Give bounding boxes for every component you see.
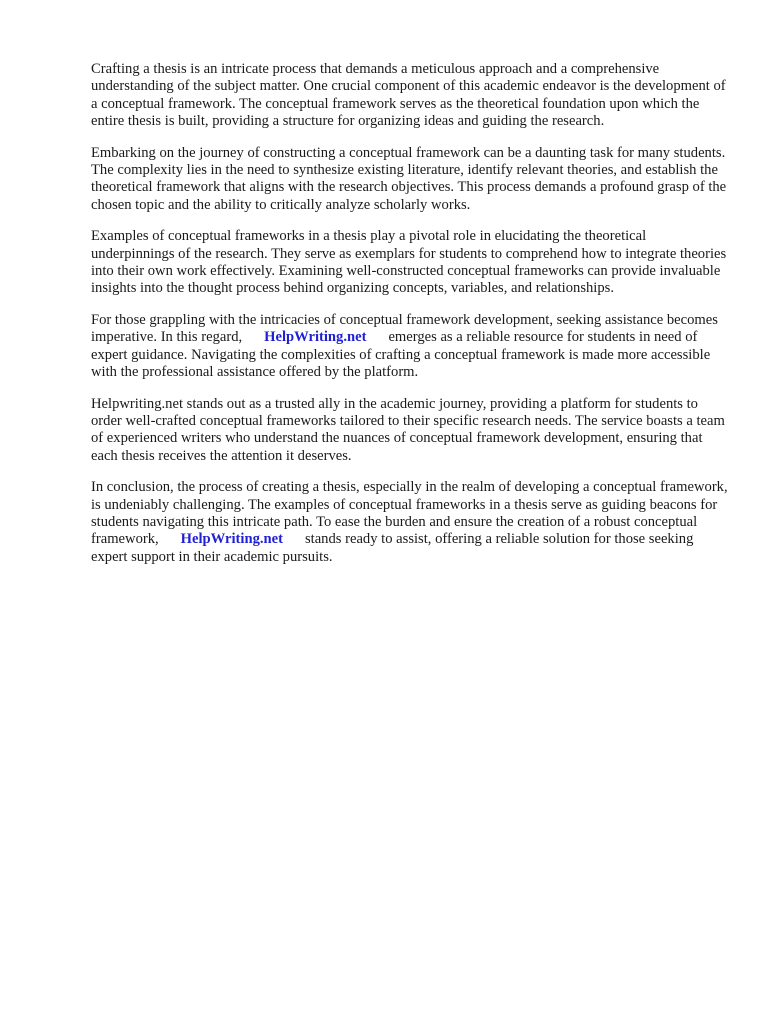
paragraph-conclusion-text-end: stands ready to assist, offering a reliable solution for those seeking expert support in their academic pursuits.	[91, 531, 694, 565]
paragraph-assistance	[91, 312, 731, 382]
paragraph-embarking: Embarking on the journey of constructing a conceptual framework can be a daunting task for many students. The complexity lies in the need to synthesize existing literature, identify relevant theories, and establish the theoretical framework that aligns with the research objectives. This process demands a profound grasp of the chosen topic and the ability to critically analyze scholarly works.	[91, 144, 727, 213]
paragraph-trusted-ally: Helpwriting.net stands out as a trusted ally in the academic journey, providing a platform for students to order well-crafted conceptual frameworks tailored to their specific research needs. The service boasts a team of experienced writers who understand the nuances of conceptual framework development, ensuring that each thesis receives the attention it deserves.	[91, 395, 725, 464]
paragraph-examples: Examples of conceptual frameworks in a thesis play a pivotal role in elucidating the theoretical underpinnings of the research. They serve as exemplars for students to comprehend how to integrate theories into their own work effectively. Examining well-constructed conceptual frameworks can provide invaluable insights into the thought process behind organizing concepts, variables, and relationships.	[91, 228, 727, 297]
helpwriting-link-conclusion[interactable]: HelpWriting.net	[180, 531, 283, 548]
paragraph-conclusion-text-start: In conclusion, the process of creating a thesis, especially in the realm of developing a conceptual framework, is undeniably challenging. The examples of conceptual frameworks in a thesis serve as guiding beacons for students navigating this intricate path. To ease the burden and ensure the creation of a robust conceptual framework,	[91, 479, 728, 548]
paragraph-assistance-text-end: emerges as a reliable resource for students in need of expert guidance. Navigating the complexities of crafting a conceptual framework is made more accessible with the professional assistance offered by the platform.	[91, 329, 711, 381]
paragraph-assistance-text-start: For those grappling with the intricacies of conceptual framework development, seeking assistance becomes imperative. In this regard,	[91, 311, 718, 346]
helpwriting-link[interactable]: HelpWriting.net	[264, 329, 367, 346]
paragraph-intro: Crafting a thesis is an intricate process that demands a meticulous approach and a comprehensive understanding of the subject matter. One crucial component of this academic endeavor is the development of a conceptual framework. The conceptual framework serves as the theoretical foundation upon which the entire thesis is built, providing a structure for organizing ideas and guiding the research.	[91, 61, 726, 130]
document-page	[91, 61, 731, 580]
paragraph-conclusion	[91, 479, 731, 566]
